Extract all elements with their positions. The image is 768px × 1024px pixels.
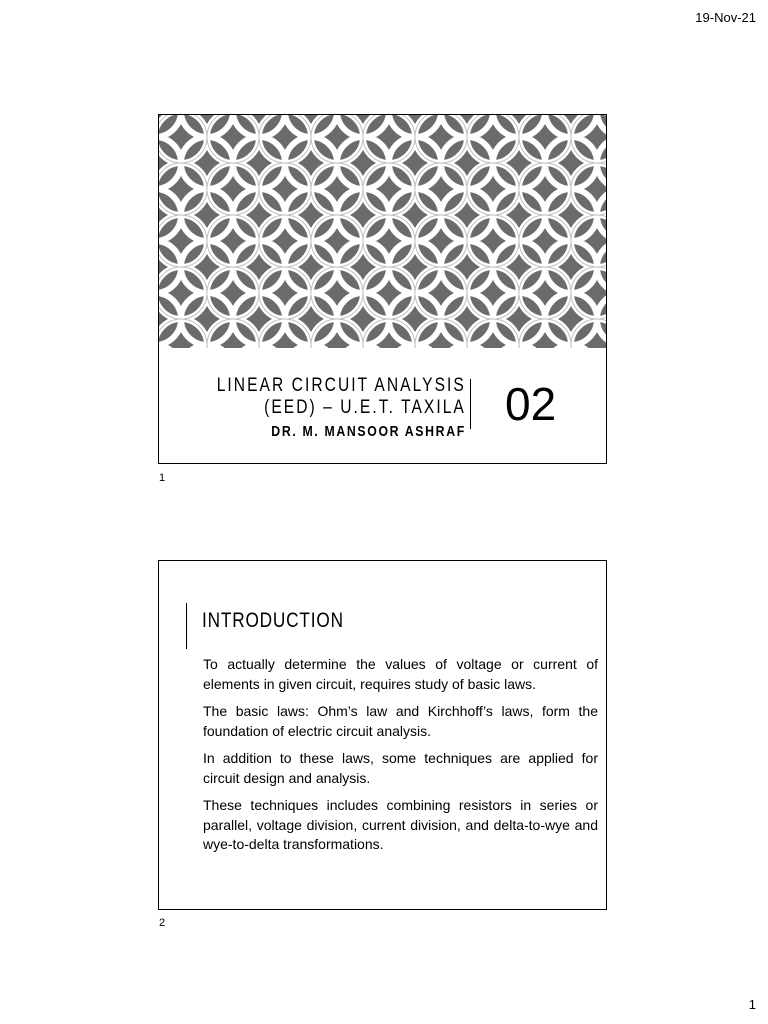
slide-title [158, 114, 607, 464]
slide-title: INTRODUCTION [202, 609, 344, 632]
paragraph: In addition to these laws, some techniques are applied for circuit design and analysis. [203, 750, 598, 786]
paragraph: These techniques includes combining resistors in series or parallel, voltage division, current division, and delta-to-wye and wye-to-delta transformations. [203, 797, 598, 852]
title-block [162, 375, 466, 440]
paragraph: The basic laws: Ohm’s law and Kirchhoff’s laws, form the foundation of electric circuit analysis. [203, 703, 598, 739]
course-title-line2: (EED) – U.E.T. TAXILA [264, 397, 466, 418]
slide-body [203, 655, 598, 863]
author-name: DR. M. MANSOOR ASHRAF [271, 423, 466, 440]
paragraph: To actually determine the values of voltage or current of elements in given circuit, requires study of basic laws. [203, 656, 598, 692]
page-number: 1 [748, 997, 756, 1012]
lecture-number: 02 [505, 378, 557, 430]
title-divider [470, 379, 471, 429]
slide-introduction [158, 560, 607, 910]
title-accent-bar [186, 603, 187, 649]
slide-number: 1 [159, 472, 166, 484]
header-date: 19-Nov-21 [695, 10, 756, 25]
course-title-line1: LINEAR CIRCUIT ANALYSIS [216, 375, 466, 396]
decorative-pattern [159, 115, 606, 348]
slide-number: 2 [159, 917, 166, 929]
